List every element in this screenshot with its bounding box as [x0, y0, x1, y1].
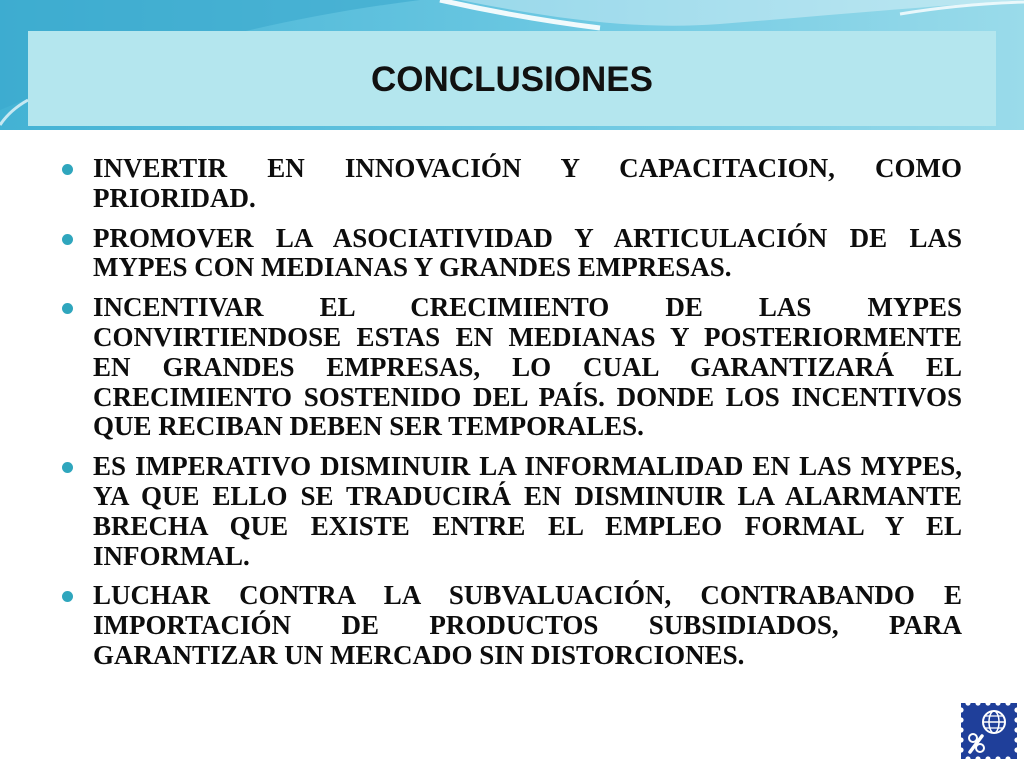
bullet-dot-icon [62, 234, 73, 245]
list-item [62, 293, 962, 442]
bullet-text: LUCHAR CONTRA LA SUBVALUACIÓN, CONTRABANDO E IMPORTACIÓN DE PRODUCTOS SUBSIDIADOS, PARA GARANTIZAR UN MERCADO SIN DISTORCIONES. [93, 580, 962, 670]
list-item [62, 154, 962, 214]
list-item [62, 224, 962, 284]
bullet-text: INCENTIVAR EL CRECIMIENTO DE LAS MYPES CONVIRTIENDOSE ESTAS EN MEDIANAS Y POSTERIORMENTE EN GRANDES EMPRESAS, LO CUAL GARANTIZARÁ EL CRECIMIENTO SOSTENIDO DEL PAÍS. DONDE LOS INCENTIVOS QUE RECIBAN DEBEN SER TEMPORALES. [93, 292, 962, 442]
slide-title: CONCLUSIONES [371, 60, 653, 99]
bullet-dot-icon [62, 591, 73, 602]
conclusions-list [62, 154, 962, 681]
postage-stamp-globe-logo [958, 700, 1020, 762]
bullet-text: INVERTIR EN INNOVACIÓN Y CAPACITACION, COMO PRIORIDAD. [93, 153, 962, 213]
bullet-dot-icon [62, 462, 73, 473]
list-item [62, 581, 962, 670]
bullet-dot-icon [62, 303, 73, 314]
bullet-text: PROMOVER LA ASOCIATIVIDAD Y ARTICULACIÓN DE LAS MYPES CON MEDIANAS Y GRANDES EMPRESAS. [93, 222, 962, 283]
bullet-dot-icon [62, 164, 73, 175]
list-item [62, 452, 962, 571]
bullet-text: ES IMPERATIVO DISMINUIR LA INFORMALIDAD EN LAS MYPES, YA QUE ELLO SE TRADUCIRÁ EN DISMINUIR LA ALARMANTE BRECHA QUE EXISTE ENTRE EL EMPLEO FORMAL Y EL INFORMAL. [93, 451, 962, 571]
